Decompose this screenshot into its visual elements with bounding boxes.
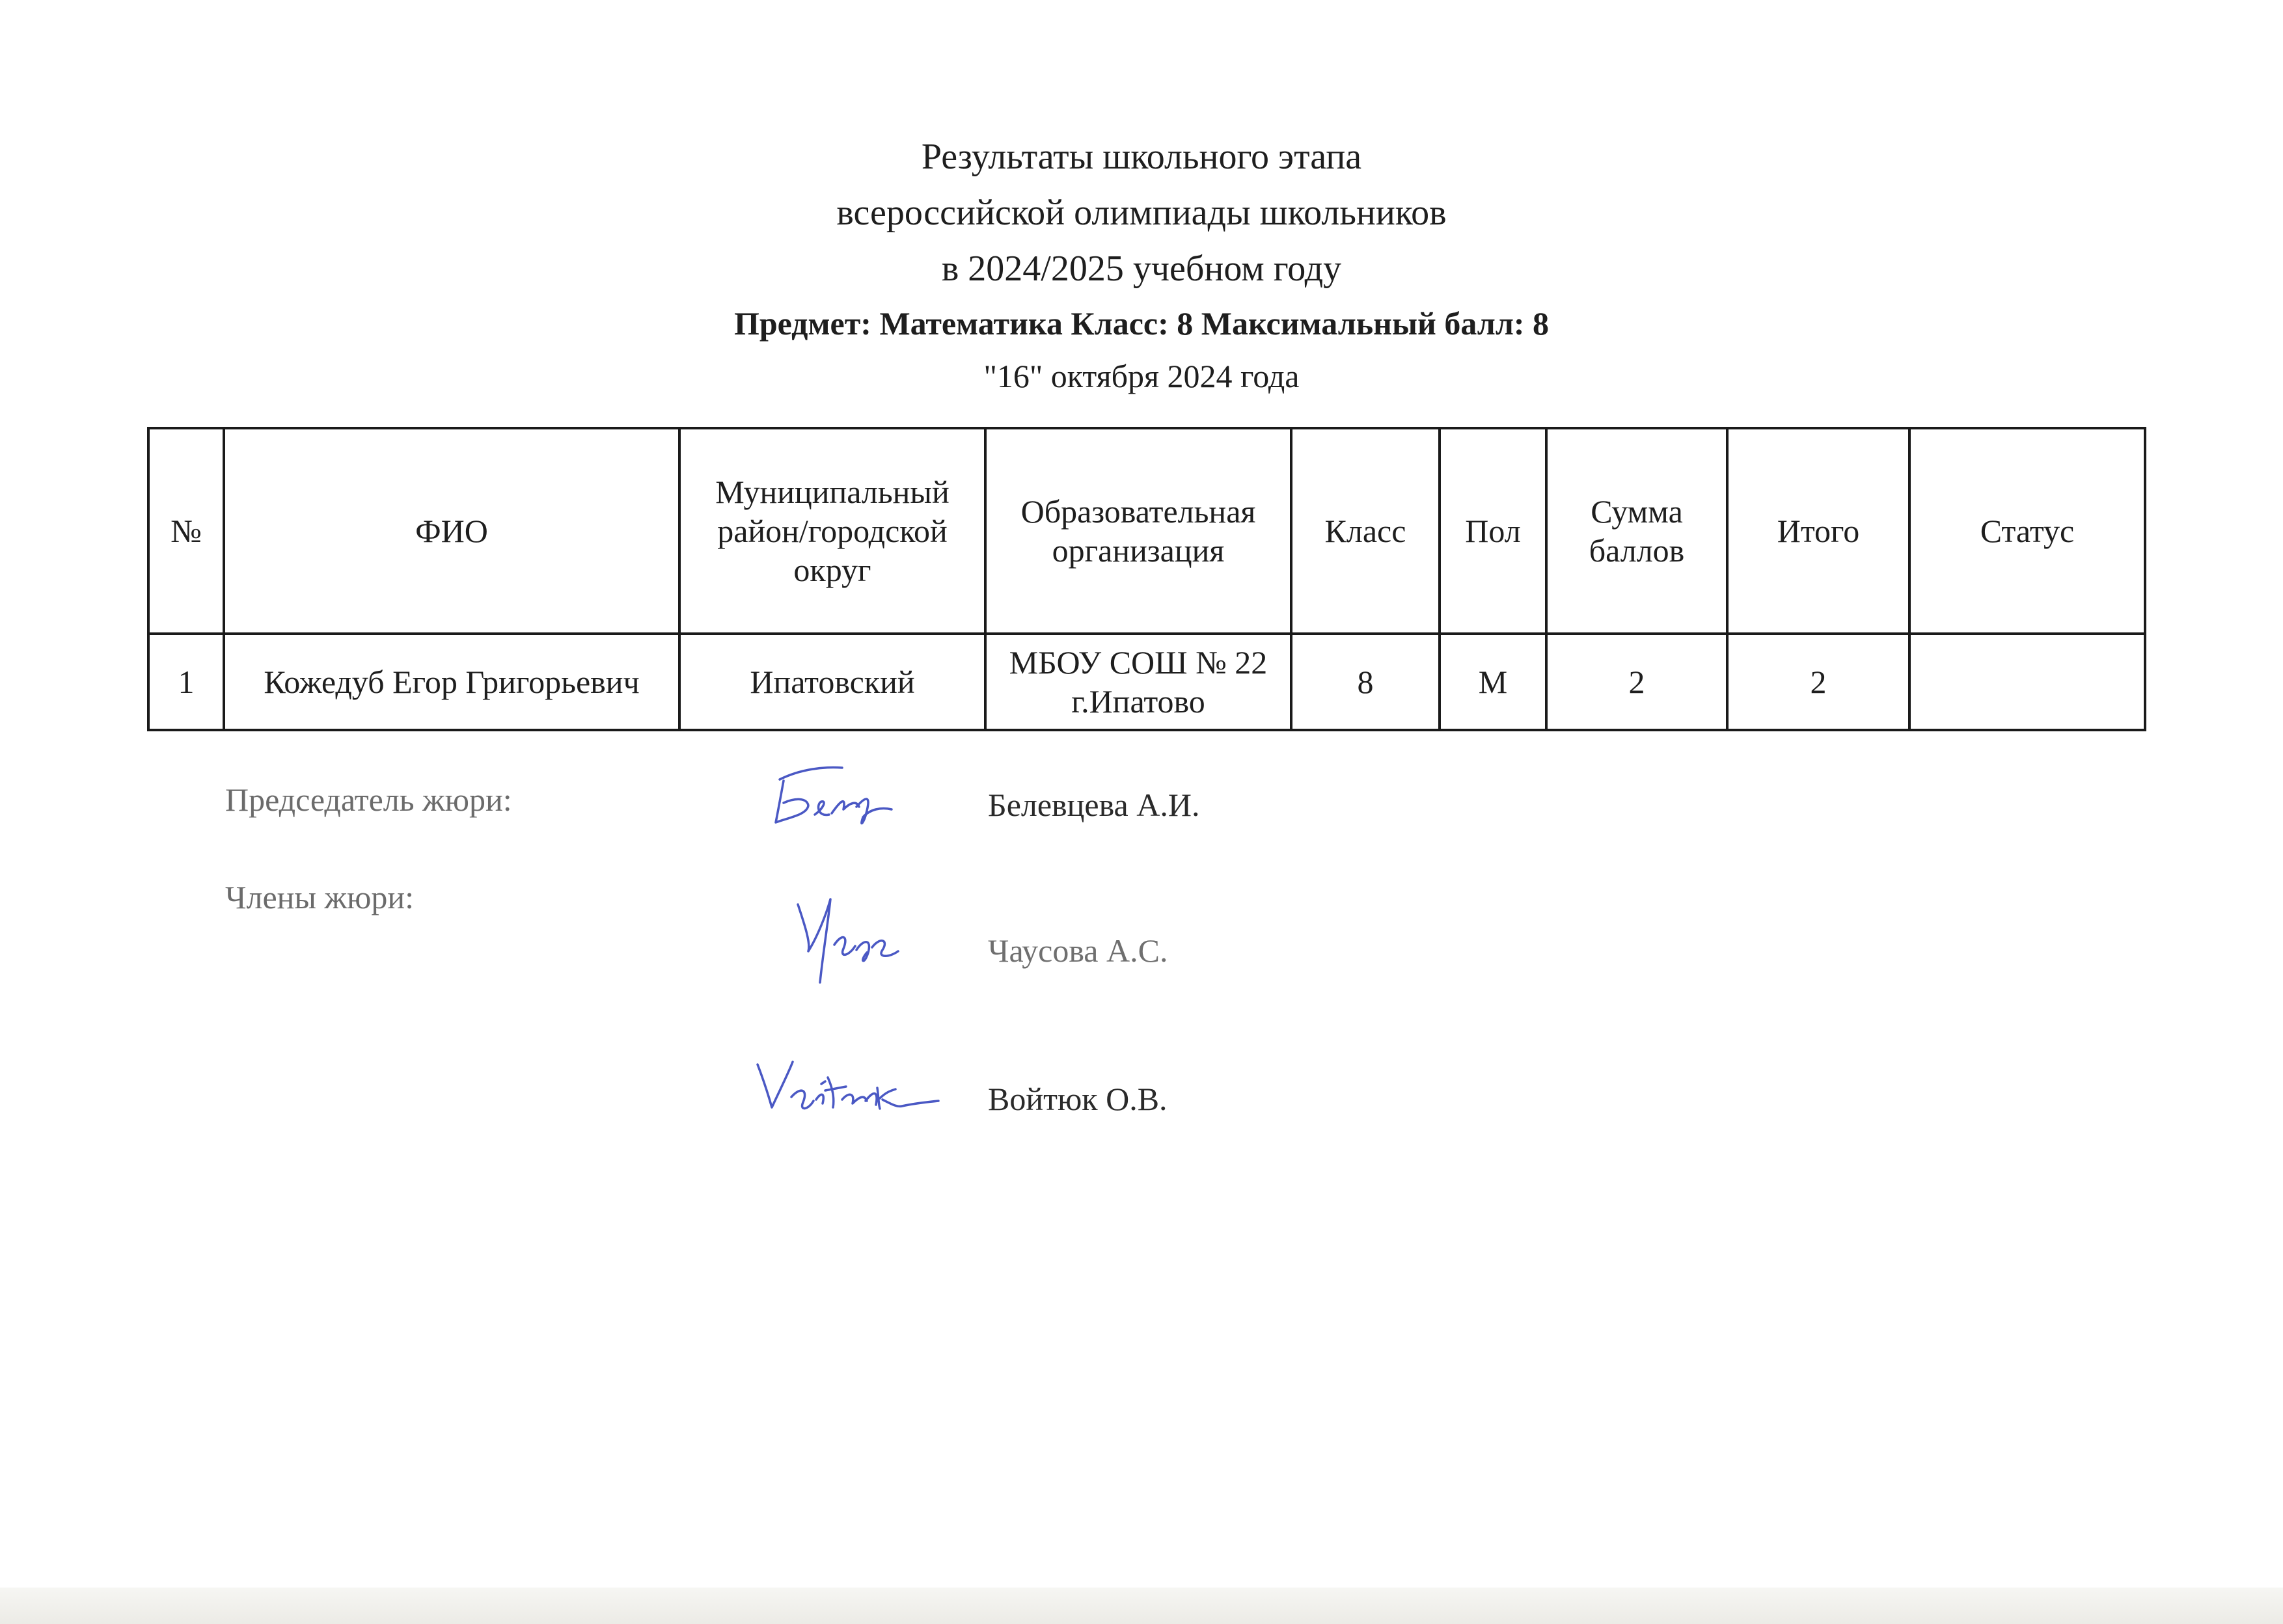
- jury-member-name-2: Войтюк О.В.: [988, 1081, 1168, 1117]
- header-sum: Сумма баллов: [1546, 428, 1727, 634]
- chair-signature: [761, 755, 905, 839]
- scan-page-edge: [0, 1588, 2283, 1624]
- jury-chair-label: Председатель жюри:: [225, 781, 512, 818]
- jury-member-name-1: Чаусова А.С.: [988, 932, 1168, 969]
- cell-fio: Кожедуб Егор Григорьевич: [224, 634, 679, 730]
- table-row: [148, 634, 2145, 730]
- cell-num: 1: [148, 634, 224, 730]
- cell-total: 2: [1727, 634, 1909, 730]
- header-grade: Класс: [1291, 428, 1440, 634]
- cell-district: Ипатовский: [679, 634, 985, 730]
- member-signature-2: [748, 1051, 944, 1123]
- table-header-row: [148, 428, 2145, 634]
- date-line: "16" октября 2024 года: [983, 358, 1300, 394]
- title-line-3: в 2024/2025 учебном году: [941, 249, 1342, 289]
- header-district: Муниципальный район/городской округ: [679, 428, 985, 634]
- cell-gender: М: [1440, 634, 1546, 730]
- header-status: Статус: [1909, 428, 2145, 634]
- title-line-1: Результаты школьного этапа: [921, 137, 1362, 177]
- jury-chair-name: Белевцева А.И.: [988, 787, 1200, 823]
- header-org: Образовательная организация: [985, 428, 1291, 634]
- cell-grade: 8: [1291, 634, 1440, 730]
- document-header: [0, 129, 2283, 402]
- title-line-2: всероссийской олимпиады школьников: [836, 193, 1447, 233]
- cell-sum: 2: [1546, 634, 1727, 730]
- header-gender: Пол: [1440, 428, 1546, 634]
- header-fio: ФИО: [224, 428, 679, 634]
- header-num: №: [148, 428, 224, 634]
- subject-line: Предмет: Математика Класс: 8 Максимальный балл: 8: [733, 305, 1550, 342]
- cell-org: МБОУ СОШ № 22 г.Ипатово: [985, 634, 1291, 730]
- results-table: [147, 427, 2146, 731]
- member-signature-1: [778, 885, 909, 995]
- cell-status: [1909, 634, 2145, 730]
- header-total: Итого: [1727, 428, 1909, 634]
- jury-members-label: Члены жюри:: [225, 879, 415, 915]
